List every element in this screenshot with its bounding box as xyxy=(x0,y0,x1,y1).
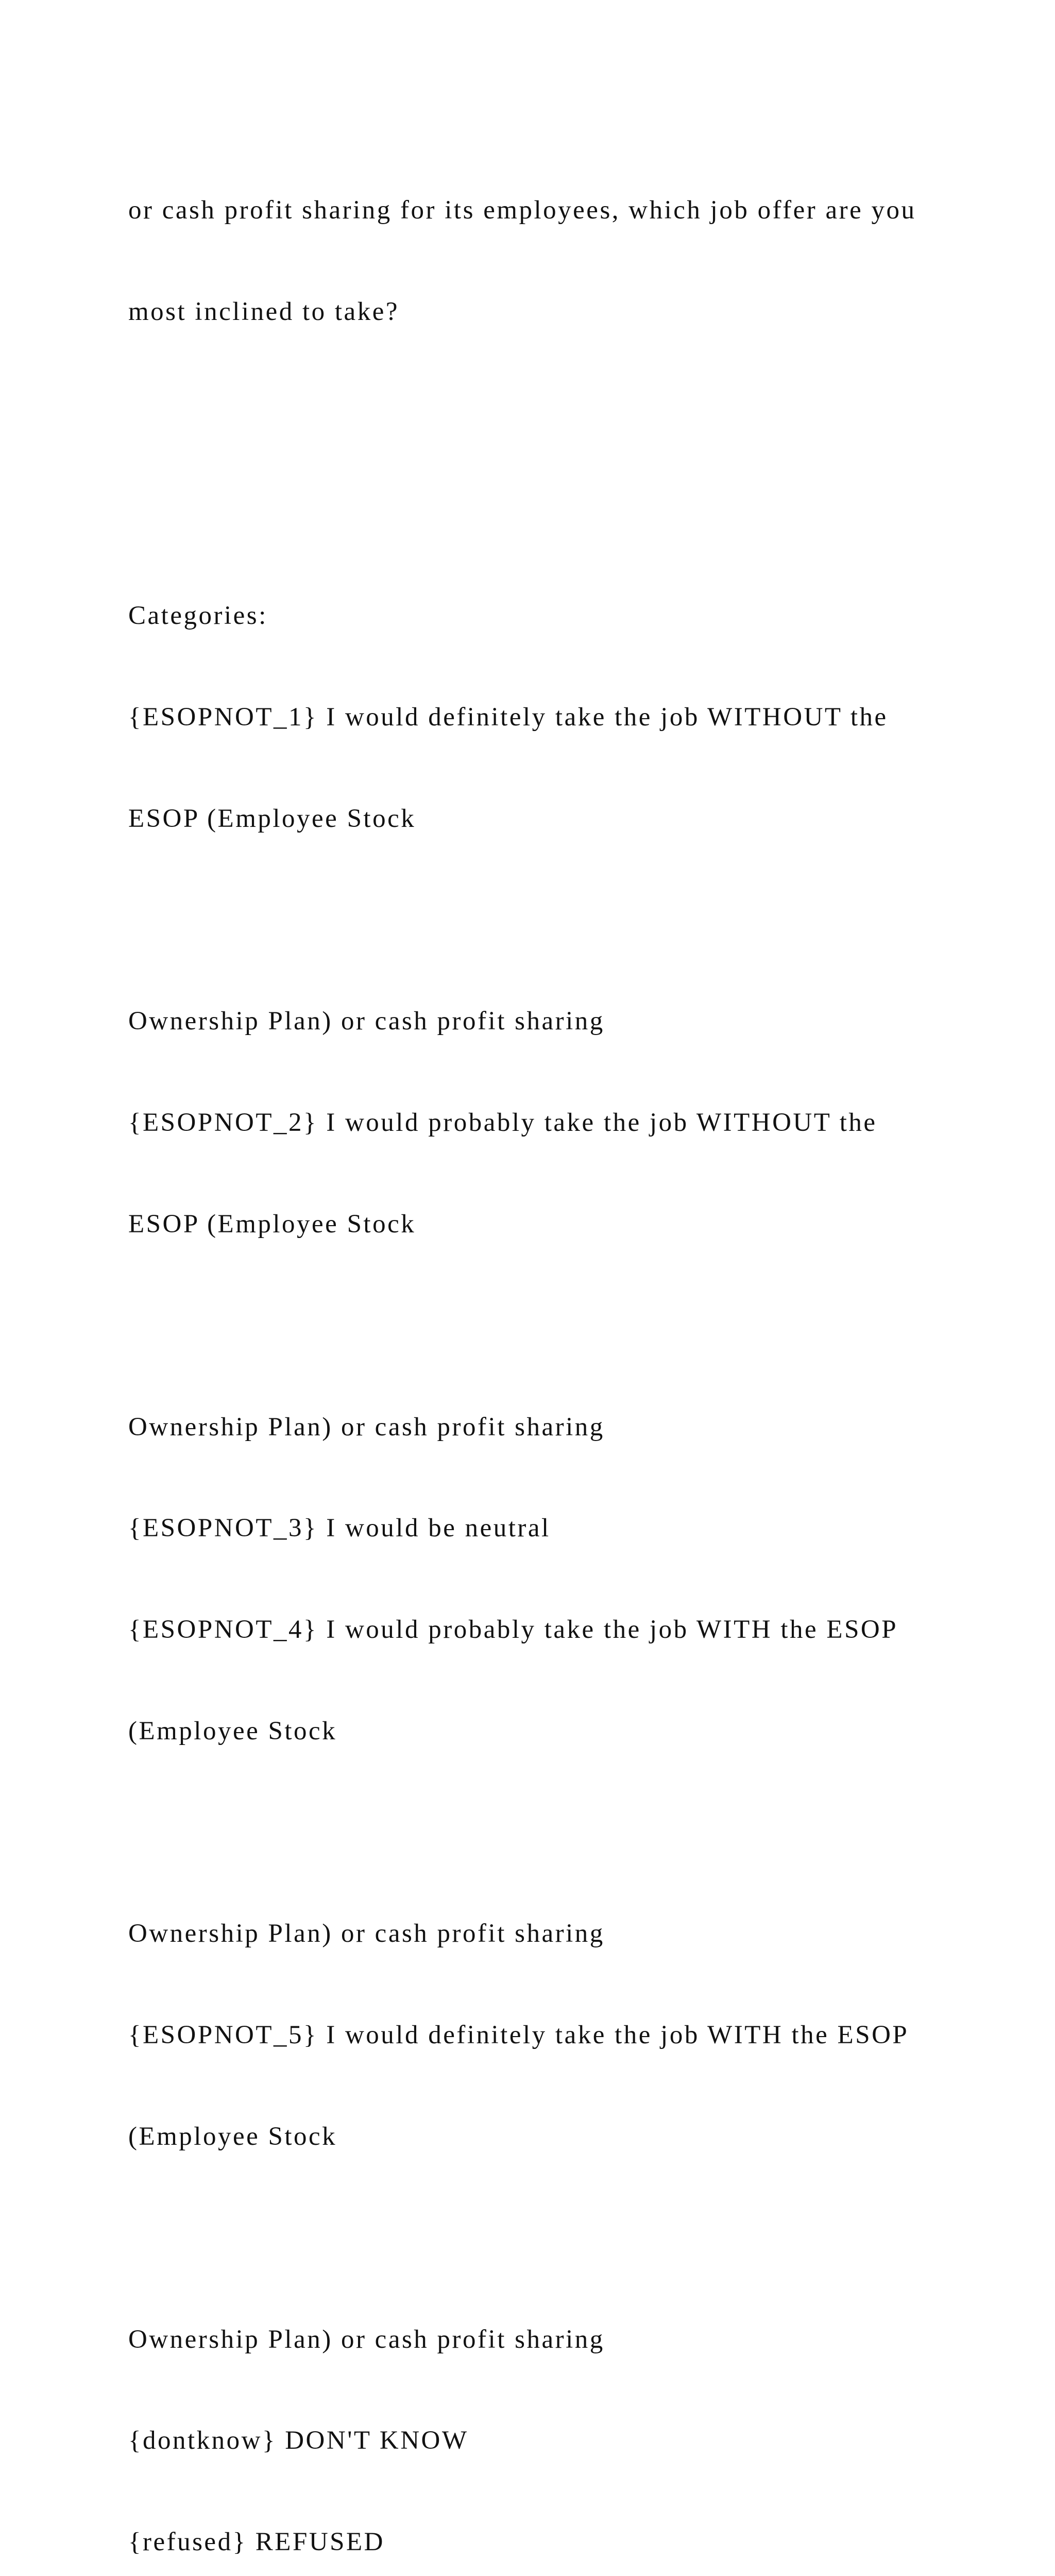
document-text xyxy=(128,126,1004,2576)
blank-line xyxy=(128,1309,1004,1343)
category-refused: {refused} REFUSED xyxy=(128,2528,385,2557)
category-esopnot-3: {ESOPNOT_3} I would be neutral xyxy=(128,1514,551,1543)
category-esopnot-2-cont: ESOP (Employee Stock xyxy=(128,1210,416,1239)
category-esopnot-4-cont: (Employee Stock xyxy=(128,1716,337,1745)
category-esopnot-1: {ESOPNOT_1} I would definitely take the job WITHOUT the xyxy=(128,703,888,732)
categories-heading: Categories: xyxy=(128,601,268,631)
category-esopnot-4-cont-2: Ownership Plan) or cash profit sharing xyxy=(128,1919,605,1948)
category-esopnot-5: {ESOPNOT_5} I would definitely take the job WITH the ESOP xyxy=(128,2021,909,2050)
category-esopnot-2-cont-2: Ownership Plan) or cash profit sharing xyxy=(128,1412,605,1442)
blank-line xyxy=(128,397,1004,431)
category-esopnot-4: {ESOPNOT_4} I would probably take the job WITH the ESOP xyxy=(128,1615,898,1645)
blank-line xyxy=(128,2222,1004,2256)
blank-line xyxy=(128,498,1004,532)
blank-line xyxy=(128,904,1004,938)
category-esopnot-1-cont-2: Ownership Plan) or cash profit sharing xyxy=(128,1007,605,1036)
category-esopnot-5-cont: (Employee Stock xyxy=(128,2122,337,2151)
category-esopnot-5-cont-2: Ownership Plan) or cash profit sharing xyxy=(128,2325,605,2354)
blank-line xyxy=(128,1816,1004,1850)
question-text-line-1: or cash profit sharing for its employees, which job offer are you xyxy=(128,196,916,225)
category-dontknow: {dontknow} DON'T KNOW xyxy=(128,2426,469,2455)
category-esopnot-2: {ESOPNOT_2} I would probably take the job WITHOUT the xyxy=(128,1108,877,1138)
category-esopnot-1-cont: ESOP (Employee Stock xyxy=(128,804,416,833)
question-text-line-2: most inclined to take? xyxy=(128,297,399,326)
